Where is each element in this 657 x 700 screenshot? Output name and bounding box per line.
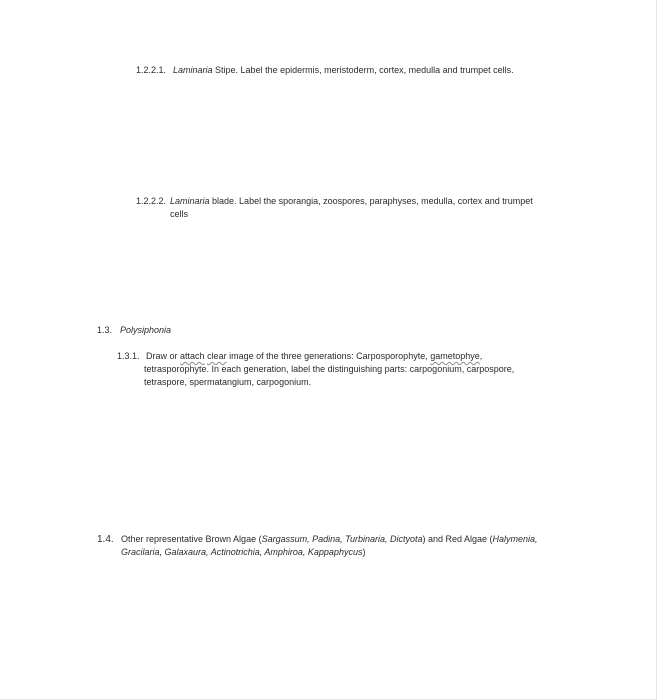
spellcheck-word-attach: attach	[180, 351, 205, 361]
item-text-continuation: cells	[170, 209, 189, 219]
item-text-line-2: tetrasporophyte. In each generation, label the distinguishing parts: carpogonium, carpospore,	[144, 364, 515, 374]
item-number: 1.3.1.	[117, 351, 140, 361]
section-1-3-heading	[97, 324, 171, 337]
section-number: 1.3.	[97, 325, 113, 335]
section-1-4	[97, 533, 538, 557]
spellcheck-word-clear: clear	[207, 351, 227, 361]
item-1-2-2-2	[136, 195, 533, 219]
brown-algae-species: Sargassum, Padina, Turbinaria, Dictyota	[261, 534, 423, 544]
species-name: Laminaria	[173, 65, 213, 75]
spellcheck-word-gametophye: gametophye	[430, 351, 480, 361]
item-1-2-2-1	[136, 64, 514, 77]
item-number: 1.2.2.1.	[136, 65, 167, 75]
item-1-3-1	[117, 350, 515, 387]
item-text: blade. Label the sporangia, zoospores, paraphyses, medulla, cortex and trumpet	[209, 196, 533, 206]
section-title: Polysiphonia	[120, 325, 172, 335]
item-text: ,	[479, 351, 483, 361]
section-number: 1.4.	[97, 534, 114, 545]
item-number: 1.2.2.2.	[136, 196, 167, 206]
item-text-continuation	[121, 546, 365, 559]
item-text: ) and Red Algae (	[422, 534, 493, 544]
item-text: Other representative Brown Algae (	[121, 534, 262, 544]
red-algae-species-line-1: Halymenia,	[492, 534, 538, 544]
item-text: )	[362, 547, 366, 557]
red-algae-species-line-2: Gracilaria, Galaxaura, Actinotrichia, Amphiroa, Kappaphycus	[121, 547, 363, 557]
item-text: image of the three generations: Carposporophyte,	[226, 351, 431, 361]
item-text-line-3: tetraspore, spermatangium, carpogonium.	[144, 377, 312, 387]
item-text: Stipe. Label the epidermis, meristoderm, cortex, medulla and trumpet cells.	[212, 65, 514, 75]
item-text: Draw or	[146, 351, 181, 361]
species-name: Laminaria	[170, 196, 210, 206]
